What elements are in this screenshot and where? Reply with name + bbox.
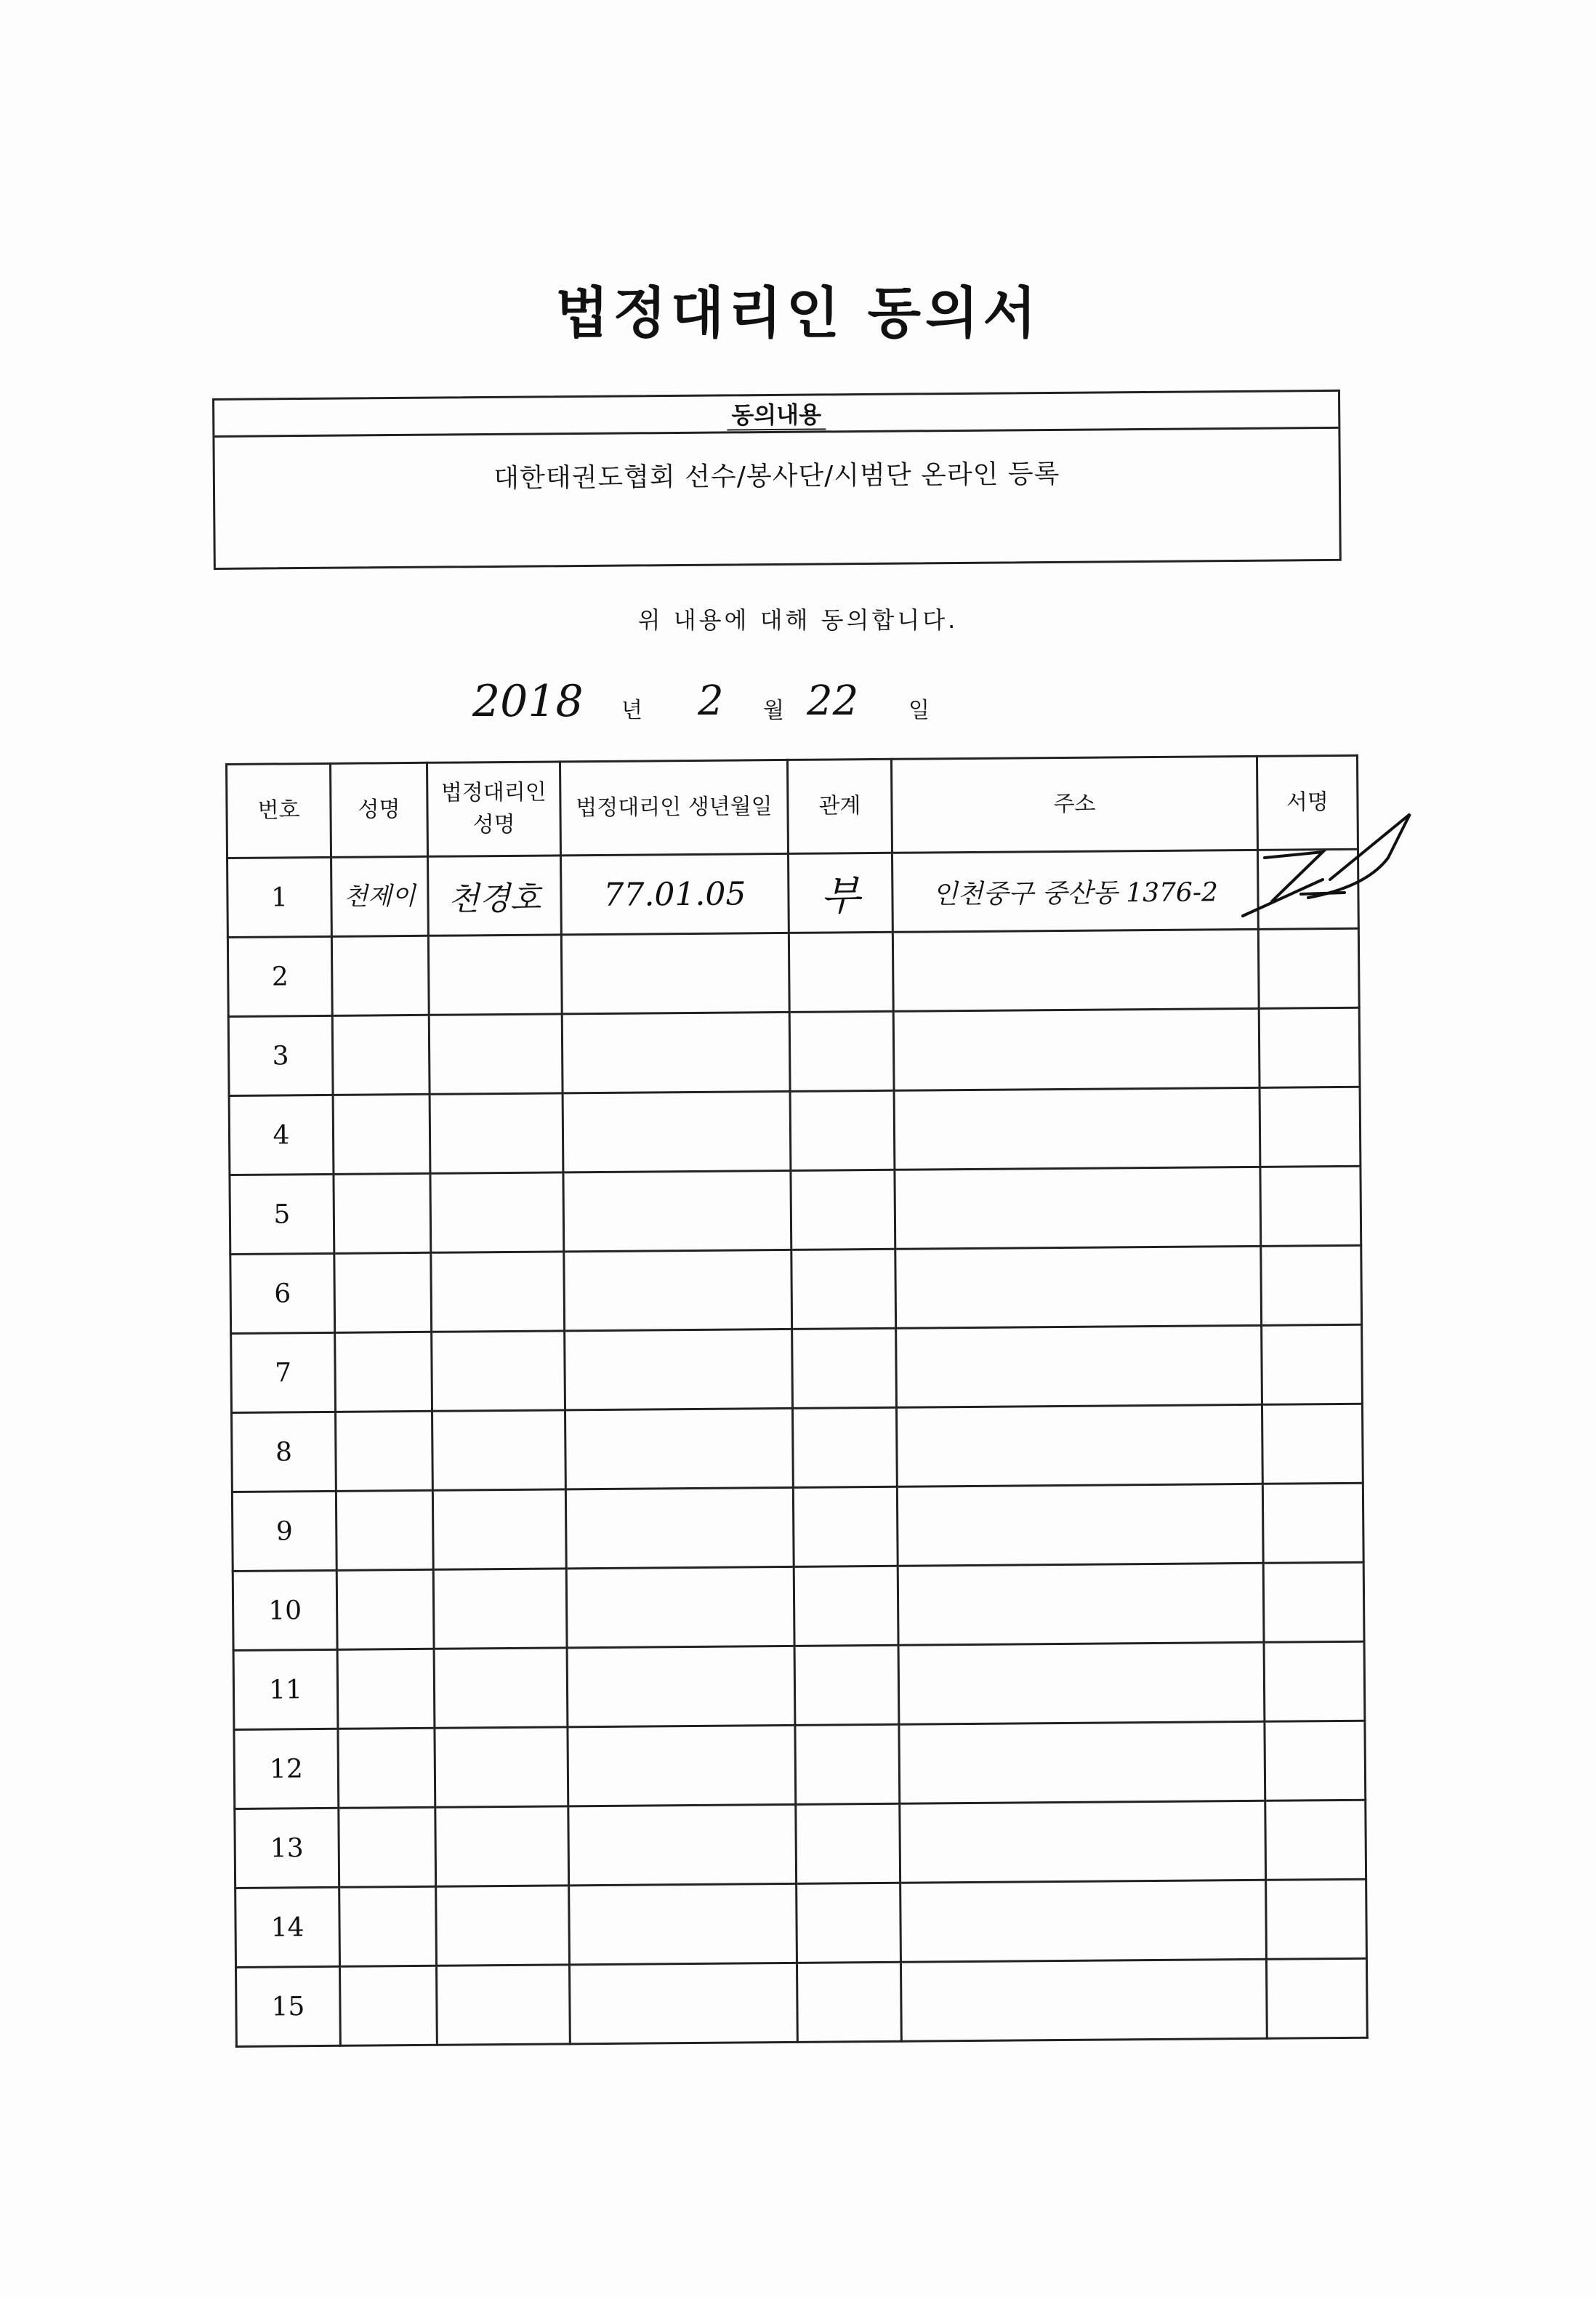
row-rep-birth (565, 1329, 793, 1409)
consent-box (212, 390, 1342, 570)
row-sign (1265, 1800, 1366, 1880)
row-address (895, 1167, 1261, 1249)
row-sign (1260, 1166, 1361, 1246)
row-no: 2 (227, 936, 332, 1016)
row-name: 천제이 (331, 856, 429, 936)
row-relation (797, 1883, 901, 1963)
header-relation: 관계 (787, 759, 892, 853)
consent-table-wrapper (225, 755, 1369, 2048)
row-no: 8 (232, 1412, 336, 1492)
row-relation (792, 1407, 897, 1487)
row-name (337, 1649, 435, 1729)
table-row (235, 1879, 1367, 1967)
row-relation: 부 (789, 853, 893, 933)
row-relation (794, 1566, 898, 1646)
row-rep-name: 천경호 (428, 856, 562, 936)
row-name (334, 1252, 432, 1332)
table-row (235, 1800, 1366, 1888)
consent-content: 대한태권도협회 선수/봉사단/시범단 온라인 등록 (493, 459, 1060, 494)
table-row (231, 1324, 1363, 1412)
row-name (339, 1886, 437, 1966)
row-relation (797, 1962, 901, 2042)
row-sign (1260, 1087, 1361, 1167)
date-year-value: 2018 (472, 676, 584, 727)
row-no: 5 (230, 1174, 334, 1254)
row-name (339, 1807, 436, 1887)
table-row (229, 1087, 1361, 1175)
header-name: 성명 (331, 763, 428, 857)
row-rep-name (431, 1252, 565, 1332)
row-name (335, 1332, 432, 1412)
row-rep-birth (568, 1725, 796, 1806)
row-relation (789, 932, 893, 1012)
date-month-label: 월 (763, 698, 784, 723)
row-address (892, 929, 1259, 1011)
row-rep-birth (568, 1804, 797, 1885)
row-no: 14 (235, 1887, 340, 1967)
row-rep-name (433, 1569, 567, 1649)
row-sign (1258, 928, 1359, 1008)
row-no: 10 (233, 1570, 337, 1650)
row-name (333, 1094, 430, 1174)
row-sign (1263, 1562, 1364, 1642)
row-rep-birth (569, 1883, 797, 1964)
page-title: 법정대리인 동의서 (555, 281, 1041, 345)
row-rep-name (436, 1886, 570, 1966)
row-address (896, 1325, 1262, 1407)
table-row (230, 1245, 1362, 1333)
row-name (340, 1966, 438, 2045)
row-address (898, 1563, 1264, 1645)
row-relation (794, 1645, 899, 1725)
row-rep-name (437, 1965, 571, 2045)
row-rep-birth (566, 1566, 794, 1647)
header-address: 주소 (891, 756, 1257, 853)
row-address: 인천중구 중산동 1376-2 (892, 850, 1258, 932)
row-no: 13 (235, 1808, 339, 1888)
row-address (893, 1008, 1260, 1090)
row-no: 6 (230, 1253, 335, 1333)
row-name (332, 1015, 430, 1095)
row-no: 7 (231, 1332, 336, 1412)
row-address (898, 1642, 1265, 1724)
row-no: 15 (236, 1966, 341, 2046)
row-name (334, 1173, 431, 1253)
table-row (228, 1007, 1360, 1095)
row-rep-birth (563, 1091, 791, 1172)
signature-mark (1221, 807, 1439, 938)
row-rep-name (432, 1410, 566, 1490)
consent-header-label: 동의내용 (727, 401, 826, 430)
row-rep-birth (565, 1487, 794, 1568)
row-sign (1266, 1958, 1367, 2038)
date-month-value: 2 (698, 677, 724, 725)
row-sign (1266, 1879, 1367, 1959)
table-row (227, 849, 1359, 937)
row-relation (792, 1328, 897, 1408)
row-address (897, 1484, 1263, 1566)
row-rep-birth (565, 1408, 794, 1489)
date-day-label: 일 (908, 698, 930, 723)
table-row (236, 1958, 1368, 2046)
table-row (230, 1166, 1361, 1254)
row-rep-name (429, 1014, 563, 1094)
row-rep-birth (564, 1250, 792, 1330)
row-rep-name (435, 1806, 569, 1886)
header-rep-birth: 법정대리인 생년월일 (560, 760, 788, 855)
header-rep-name: 법정대리인 성명 (427, 762, 561, 856)
date-year-label: 년 (621, 698, 642, 723)
row-name (331, 936, 429, 1015)
row-rep-birth (569, 1963, 797, 2043)
row-address (896, 1404, 1262, 1487)
row-rep-name (432, 1331, 565, 1411)
row-rep-name (428, 935, 562, 1015)
row-address (900, 1959, 1267, 2041)
row-name (338, 1728, 435, 1808)
row-relation (789, 1011, 894, 1091)
row-name (336, 1490, 433, 1570)
row-relation (795, 1724, 900, 1804)
header-no: 번호 (227, 763, 331, 858)
table-row (232, 1404, 1363, 1492)
row-sign (1259, 1007, 1360, 1087)
row-no: 9 (232, 1491, 336, 1571)
row-relation (796, 1803, 900, 1883)
row-rep-birth (562, 1012, 790, 1093)
row-rep-name (430, 1172, 564, 1252)
row-no: 12 (234, 1729, 339, 1809)
row-rep-name (432, 1489, 566, 1569)
row-relation (793, 1487, 898, 1566)
row-rep-birth: 77.01.05 (561, 853, 789, 934)
date-day-value: 22 (807, 677, 859, 725)
signature-stroke (1243, 814, 1410, 916)
row-address (900, 1801, 1266, 1883)
table-row (232, 1483, 1363, 1571)
row-rep-birth (561, 933, 789, 1013)
header-sign: 서명 (1257, 755, 1358, 850)
date-line (465, 676, 974, 741)
row-sign (1262, 1324, 1363, 1404)
row-sign (1265, 1721, 1366, 1801)
table-row (227, 928, 1359, 1016)
table-row (233, 1641, 1365, 1729)
table-header-row (227, 755, 1358, 858)
row-name (336, 1411, 433, 1491)
row-relation (791, 1249, 896, 1329)
row-address (894, 1087, 1260, 1170)
row-no: 11 (233, 1649, 338, 1729)
table-row (233, 1562, 1364, 1650)
row-sign (1262, 1404, 1363, 1484)
row-name (336, 1569, 434, 1649)
row-rep-name (435, 1727, 568, 1807)
row-address (895, 1246, 1262, 1328)
row-relation (790, 1090, 895, 1170)
row-rep-name (434, 1648, 568, 1728)
row-no: 1 (227, 857, 332, 937)
row-no: 4 (229, 1095, 334, 1175)
agree-statement: 위 내용에 대해 동의합니다. (637, 606, 959, 634)
row-sign (1264, 1641, 1365, 1721)
row-address (899, 1721, 1265, 1803)
row-rep-name (430, 1093, 563, 1173)
row-rep-birth (563, 1170, 791, 1251)
row-relation (791, 1170, 895, 1250)
row-rep-birth (567, 1646, 795, 1726)
consent-table (225, 755, 1369, 2048)
row-sign (1261, 1245, 1362, 1325)
row-sign (1262, 1483, 1363, 1563)
row-no: 3 (228, 1015, 333, 1095)
row-address (900, 1880, 1267, 1962)
table-row (234, 1721, 1366, 1809)
